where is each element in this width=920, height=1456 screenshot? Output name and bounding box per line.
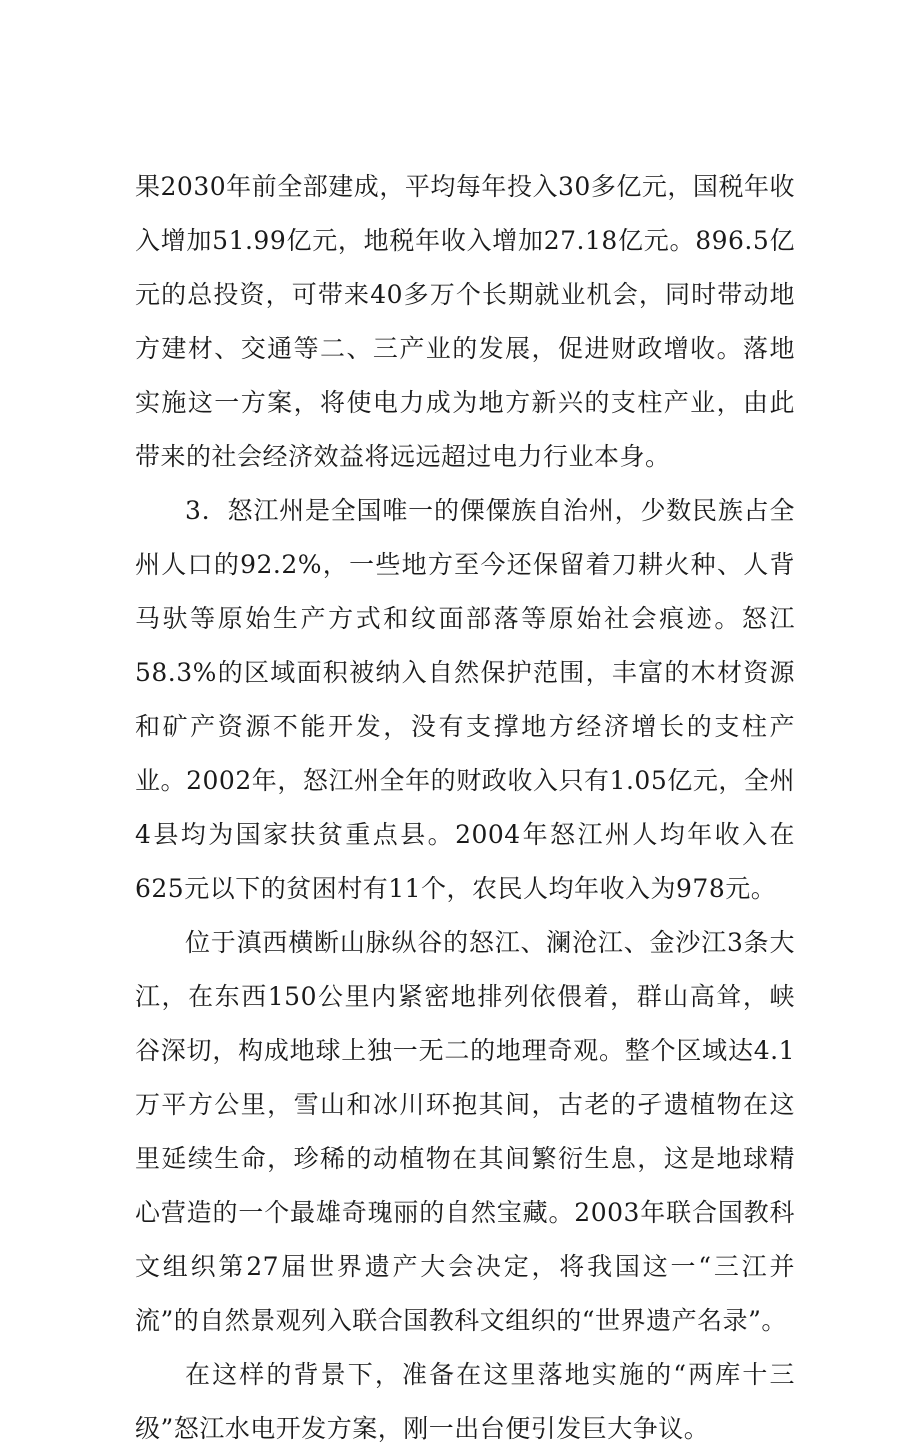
body-text [135,160,795,1456]
paragraph-investment-benefits: 果2030年前全部建成，平均每年投入30多亿元，国税年收入增加51.99亿元，地税年收入增加27.18亿元。896.5亿元的总投资，可带来40多万个长期就业机会，同时带动地方建材、交通等二、三产业的发展，促进财政增收。落地实施这一方案，将使电力成为地方新兴的支柱产业，由此带来的社会经济效益将远远超过电力行业本身。 [135,172,795,471]
paragraph-nujiang-prefecture: 3．怒江州是全国唯一的傈僳族自治州，少数民族占全州人口的92.2%，一些地方至今还保留着刀耕火种、人背马驮等原始生产方式和纹面部落等原始社会痕迹。怒江58.3%的区域面积被纳入自然保护范围，丰富的木材资源和矿产资源不能开发，没有支撑地方经济增长的支柱产业。2002年，怒江州全年的财政收入只有1.05亿元，全州4县均为国家扶贫重点县。2004年怒江州人均年收入在625元以下的贫困村有11个，农民人均年收入为978元。 [135,496,795,903]
paragraph-three-parallel-rivers: 位于滇西横断山脉纵谷的怒江、澜沧江、金沙江3条大江，在东西150公里内紧密地排列依偎着，群山高耸，峡谷深切，构成地球上独一无二的地理奇观。整个区域达4.1万平方公里，雪山和冰川环抱其间，古老的孑遗植物在这里延续生命，珍稀的动植物在其间繁衍生息，这是地球精心营造的一个最雄奇瑰丽的自然宝藏。2003年联合国教科文组织第27届世界遗产大会决定，将我国这一“三江并流”的自然景观列入联合国教科文组织的“世界遗产名录”。 [135,928,795,1335]
paragraph-controversy: 在这样的背景下，准备在这里落地实施的“两库十三级”怒江水电开发方案，刚一出台便引发巨大争议。 [135,1360,795,1443]
